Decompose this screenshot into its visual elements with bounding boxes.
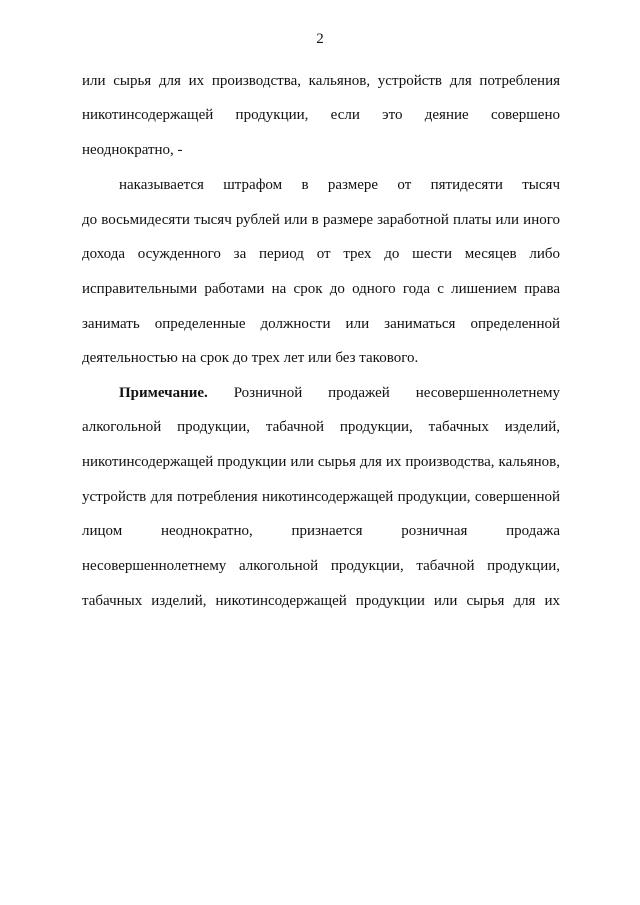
text-line-12: никотинсодержащей продукции или сырья для их производства, кальянов, <box>82 454 560 470</box>
text-line-3: неоднократно, - <box>82 142 183 158</box>
note-text-1: Розничной продажей несовершеннолетнему <box>233 385 561 401</box>
text-line-15: несовершеннолетнему алкогольной продукции, табачной продукции, <box>82 558 560 574</box>
text-line-4: наказывается штрафом в размере от пятидесяти тысяч <box>119 177 560 193</box>
text-line-5: до восьмидесяти тысяч рублей или в размере заработной платы или иного <box>82 212 560 228</box>
text-line-14: лицом неоднократно, признается розничная продажа <box>82 523 560 539</box>
text-line-8: занимать определенные должности или заниматься определенной <box>82 316 560 332</box>
note-label: Примечание. <box>119 385 208 401</box>
text-line-7: исправительными работами на срок до одного года с лишением права <box>82 281 560 297</box>
text-line-13: устройств для потребления никотинсодержащей продукции, совершенной <box>82 489 560 505</box>
text-line-9: деятельностью на срок до трех лет или без такового. <box>82 350 419 366</box>
text-line-6: дохода осужденного за период от трех до шести месяцев либо <box>82 246 560 262</box>
text-line-1: или сырья для их производства, кальянов, устройств для потребления <box>82 73 560 89</box>
text-line-2: никотинсодержащей продукции, если это деяние совершено <box>82 107 560 123</box>
text-line-11: алкогольной продукции, табачной продукции, табачных изделий, <box>82 419 560 435</box>
note-line-1 <box>119 384 560 402</box>
page-number: 2 <box>316 31 324 47</box>
text-line-16: табачных изделий, никотинсодержащей продукции или сырья для их <box>82 593 560 609</box>
